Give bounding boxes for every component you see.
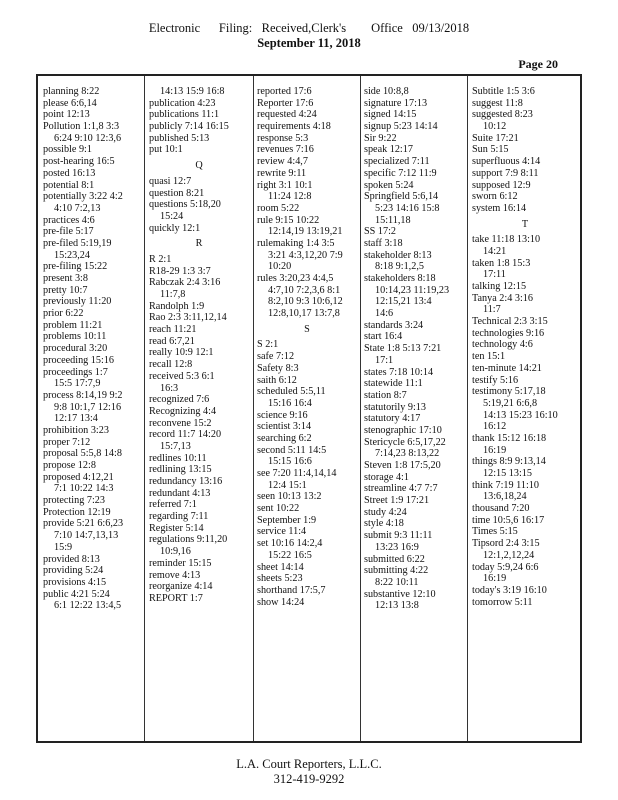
index-entry-continuation: 7:14,23 8:13,22 <box>375 448 440 460</box>
index-entry: Safety 8:3 <box>257 362 299 374</box>
index-entry: provisions 4:15 <box>43 576 107 588</box>
index-entry-continuation: 11:7 <box>483 304 501 316</box>
index-entry: provide 5:21 6:6,23 <box>43 518 124 530</box>
column-divider <box>360 76 361 741</box>
index-entry: signup 5:23 14:14 <box>364 121 438 133</box>
index-entry: standards 3:24 <box>364 319 424 331</box>
index-entry-continuation: 16:3 <box>160 382 179 394</box>
index-entry: Rao 2:3 3:11,12,14 <box>149 312 227 324</box>
index-entry: scientist 3:14 <box>257 421 312 433</box>
index-entry: signature 17:13 <box>364 97 428 109</box>
index-entry: Steven 1:8 17:5,20 <box>364 460 441 471</box>
index-entry: potentially 3:22 4:2 <box>43 191 123 203</box>
index-entry-continuation: 13:23 16:9 <box>375 541 419 553</box>
index-entry: specialized 7:11 <box>364 156 430 168</box>
index-entry: previously 11:20 <box>43 296 112 308</box>
index-entry: technology 4:6 <box>472 339 533 351</box>
index-entry: SS 17:2 <box>364 226 396 238</box>
index-entry: tomorrow 5:11 <box>472 596 533 608</box>
index-entry: spoken 5:24 <box>364 179 414 191</box>
index-entry: Protection 12:19 <box>43 506 111 518</box>
index-entry-continuation: 7:1 10:22 14:3 <box>54 483 114 495</box>
index-entry: posted 16:13 <box>43 167 96 179</box>
index-entry: scheduled 5:5,11 <box>257 386 326 398</box>
index-column-3 <box>257 86 357 608</box>
index-entry: support 7:9 8:11 <box>472 167 539 179</box>
electronic-filing-stamp: Electronic Filing: Received,Clerk's Office 09/13/2018 <box>148 21 470 35</box>
index-entry: take 11:18 13:10 <box>472 234 541 246</box>
index-entry: testify 5:16 <box>472 374 519 386</box>
index-entry: testimony 5:17,18 <box>472 386 546 398</box>
index-letter-heading: T <box>521 218 529 230</box>
transcript-date: September 11, 2018 <box>257 36 361 50</box>
index-entry: states 7:18 10:14 <box>364 366 434 378</box>
index-entry-continuation: 14:6 <box>375 308 394 320</box>
index-entry: time 10:5,6 16:17 <box>472 514 545 526</box>
index-entry: provided 8:13 <box>43 553 100 565</box>
index-entry: thousand 7:20 <box>472 503 530 515</box>
index-entry-continuation: 12:8,10,17 13:7,8 <box>268 308 340 320</box>
index-entry: proceedings 1:7 <box>43 366 108 378</box>
index-entry: review 4:4,7 <box>257 156 308 168</box>
index-entry: proceeding 15:16 <box>43 354 115 366</box>
index-entry: specific 7:12 11:9 <box>364 167 437 179</box>
index-entry: stakeholders 8:18 <box>364 273 436 284</box>
reporter-name: L.A. Court Reporters, L.L.C. <box>236 757 382 771</box>
index-entry: practices 4:6 <box>43 214 95 226</box>
index-entry: Times 5:15 <box>472 526 518 538</box>
index-entry: protecting 7:23 <box>43 495 105 507</box>
index-entry: public 4:21 5:24 <box>43 588 110 600</box>
index-entry: thank 15:12 16:18 <box>472 432 547 444</box>
index-entry: process 8:14,19 9:2 <box>43 389 123 401</box>
index-entry: possible 9:1 <box>43 144 92 156</box>
index-entry: Street 1:9 17:21 <box>364 495 430 507</box>
index-entry: regarding 7:11 <box>149 511 209 523</box>
index-entry: rules 3:20,23 4:4,5 <box>257 273 334 284</box>
index-entry: stenographic 17:10 <box>364 424 442 436</box>
index-entry: proposed 4:12,21 <box>43 471 114 483</box>
index-column-5 <box>472 86 578 608</box>
index-entry: Technical 2:3 3:15 <box>472 316 548 328</box>
index-entry: really 10:9 12:1 <box>149 347 214 359</box>
index-entry: pre-file 5:17 <box>43 226 94 238</box>
index-entry: S 2:1 <box>257 339 279 351</box>
index-entry: procedural 3:20 <box>43 343 108 355</box>
index-entry: Register 5:14 <box>149 522 204 534</box>
index-entry: R18-29 1:3 3:7 <box>149 265 211 277</box>
index-entry: Suite 17:21 <box>472 132 519 144</box>
index-entry: State 1:8 5:13 7:21 <box>364 343 442 355</box>
index-entry: referred 7:1 <box>149 499 197 511</box>
index-entry: pre-filing 15:22 <box>43 261 108 273</box>
index-entry: rulemaking 1:4 3:5 <box>257 237 335 249</box>
index-entry: right 3:1 10:1 <box>257 179 313 191</box>
index-entry: requirements 4:18 <box>257 121 331 133</box>
index-entry: requested 4:24 <box>257 109 317 121</box>
index-entry-continuation: 11:7,8 <box>160 289 186 300</box>
index-entry: reconvene 15:2 <box>149 417 212 429</box>
index-entry: supposed 12:9 <box>472 179 531 191</box>
index-entry: submit 9:3 11:11 <box>364 530 433 542</box>
index-entry-continuation: 12:15,21 13:4 <box>375 296 432 308</box>
index-entry: Recognizing 4:4 <box>149 405 217 417</box>
index-entry-continuation: 12:13 13:8 <box>375 600 419 612</box>
index-entry-continuation: 4:7,10 7:2,3,6 8:1 <box>268 284 341 296</box>
index-entry-continuation: 17:11 <box>483 269 506 281</box>
index-entry: prior 6:22 <box>43 308 84 320</box>
index-entry: published 5:13 <box>149 132 210 144</box>
index-entry: service 11:4 <box>257 526 307 538</box>
index-entry: Tipsord 2:4 3:15 <box>472 538 540 550</box>
index-entry: record 11:7 14:20 <box>149 429 222 441</box>
index-entry: submitted 6:22 <box>364 553 425 565</box>
index-entry: read 6:7,21 <box>149 335 195 347</box>
index-entry: study 4:24 <box>364 506 407 518</box>
column-divider <box>144 76 145 741</box>
index-letter-heading: S <box>304 323 310 335</box>
index-entry: safe 7:12 <box>257 351 295 363</box>
index-entry-continuation: 15:15 16:6 <box>268 456 312 468</box>
index-letter-heading: R <box>195 238 203 250</box>
index-entry: publicly 7:14 16:15 <box>149 121 229 133</box>
index-entry-continuation: 11:24 12:8 <box>268 191 312 203</box>
index-entry: propose 12:8 <box>43 460 96 471</box>
index-entry: set 10:16 14:2,4 <box>257 538 323 550</box>
index-entry: searching 6:2 <box>257 432 312 444</box>
index-entry: science 9:16 <box>257 409 308 421</box>
index-entry: Randolph 1:9 <box>149 300 205 312</box>
index-entry: today's 3:19 16:10 <box>472 584 547 596</box>
index-entry: sworn 6:12 <box>472 191 518 203</box>
index-entry-continuation: 14:21 <box>483 245 507 257</box>
index-entry: statutory 4:17 <box>364 413 421 425</box>
index-entry: planning 8:22 <box>43 86 100 97</box>
index-entry: pre-filed 5:19,19 <box>43 237 112 249</box>
index-entry: show 14:24 <box>257 596 305 608</box>
index-entry: point 12:13 <box>43 109 90 121</box>
index-entry: sheets 5:23 <box>257 573 303 585</box>
index-entry: room 5:22 <box>257 202 300 214</box>
index-entry: rewrite 9:11 <box>257 167 307 179</box>
index-entry: received 5:3 6:1 <box>149 370 215 382</box>
index-entry: style 4:18 <box>364 518 404 530</box>
index-entry: stakeholder 8:13 <box>364 249 432 261</box>
index-entry: today 5:9,24 6:6 <box>472 561 539 573</box>
index-entry: suggest 11:8 <box>472 97 523 109</box>
index-entry: Springfield 5:6,14 <box>364 191 439 203</box>
index-entry: reorganize 4:14 <box>149 581 213 593</box>
index-entry: Reporter 17:6 <box>257 97 314 109</box>
index-entry: post-hearing 16:5 <box>43 156 115 168</box>
index-entry: Subtitle 1:5 3:6 <box>472 86 535 97</box>
index-entry: rule 9:15 10:22 <box>257 214 320 226</box>
index-entry: quickly 12:1 <box>149 222 201 234</box>
index-entry: statewide 11:1 <box>364 378 423 390</box>
index-entry: proposal 5:5,8 14:8 <box>43 448 122 460</box>
index-entry-continuation: 12:4 15:1 <box>268 479 307 491</box>
index-entry-continuation: 8:2,10 9:3 10:6,12 <box>268 296 343 308</box>
index-letter-heading: Q <box>195 160 203 172</box>
column-divider <box>253 76 254 741</box>
index-entry-continuation: 6:1 12:22 13:4,5 <box>54 600 122 612</box>
index-entry: redlining 13:15 <box>149 464 212 476</box>
index-entry-continuation: 12:1,2,12,24 <box>483 549 535 561</box>
index-entry-continuation: 5:19,21 6:6,8 <box>483 397 538 409</box>
index-entry: Sir 9:22 <box>364 132 397 144</box>
index-entry: proper 7:12 <box>43 436 91 448</box>
index-entry: superfluous 4:14 <box>472 156 541 168</box>
index-entry-continuation: 10:20 <box>268 261 292 273</box>
index-entry: talking 12:15 <box>472 281 527 292</box>
index-entry: see 7:20 11:4,14,14 <box>257 468 337 479</box>
index-entry: sent 10:22 <box>257 503 300 515</box>
index-entry: recall 12:8 <box>149 359 193 371</box>
index-entry-continuation: 8:22 10:11 <box>375 576 419 588</box>
index-entry: question 8:21 <box>149 187 205 199</box>
index-entry-continuation: 15:9 <box>54 541 73 553</box>
index-entry: recognized 7:6 <box>149 394 210 406</box>
index-entry: taken 1:8 15:3 <box>472 257 531 269</box>
index-entry: system 16:14 <box>472 202 527 214</box>
index-entry-continuation: 7:10 14:7,13,13 <box>54 530 119 542</box>
index-entry: R 2:1 <box>149 253 172 265</box>
index-entry-continuation: 4:10 7:2,13 <box>54 202 101 214</box>
index-entry-continuation: 3:21 4:3,12,20 7:9 <box>268 249 343 261</box>
index-entry-continuation: 12:14,19 13:19,21 <box>268 226 343 238</box>
index-entry: side 10:8,8 <box>364 86 409 97</box>
index-column-2 <box>149 86 249 605</box>
index-entry-continuation: 12:15 13:15 <box>483 468 532 479</box>
index-entry-continuation: 15:22 16:5 <box>268 549 312 561</box>
index-entry-continuation: 10:14,23 11:19,23 <box>375 284 450 296</box>
index-entry: response 5:3 <box>257 132 309 144</box>
index-entry: revenues 7:16 <box>257 144 314 156</box>
index-entry: potential 8:1 <box>43 179 95 191</box>
index-entry: things 8:9 9:13,14 <box>472 456 546 468</box>
index-entry: regulations 9:11,20 <box>149 534 228 546</box>
index-entry-continuation: 8:18 9:1,2,5 <box>375 261 424 273</box>
index-entry-continuation: 15:7,13 <box>160 440 191 452</box>
page-number: Page 20 <box>518 57 558 71</box>
index-entry-continuation: 15:16 16:4 <box>268 397 312 409</box>
index-entry-continuation: 15:5 17:7,9 <box>54 378 101 390</box>
index-entry: September 1:9 <box>257 514 317 526</box>
index-entry: remove 4:13 <box>149 569 201 581</box>
index-entry: problem 11:21 <box>43 319 103 331</box>
index-entry: publications 11:1 <box>149 109 220 121</box>
index-entry: technologies 9:16 <box>472 327 545 339</box>
index-entry: redlines 10:11 <box>149 452 207 464</box>
index-entry-continuation: 6:24 9:10 12:3,6 <box>54 132 122 144</box>
index-entry: problems 10:11 <box>43 331 107 343</box>
index-entry: please 6:6,14 <box>43 97 97 109</box>
index-entry-continuation: 10:9,16 <box>160 546 191 558</box>
index-entry: statutorily 9:13 <box>364 401 426 413</box>
index-entry: speak 12:17 <box>364 144 413 156</box>
index-entry: pretty 10:7 <box>43 284 88 296</box>
index-entry: Pollution 1:1,8 3:3 <box>43 121 120 133</box>
index-entry: Tanya 2:4 3:16 <box>472 292 533 304</box>
index-entry-continuation: 15:23,24 <box>54 249 90 261</box>
index-entry-continuation: 16:19 <box>483 444 507 456</box>
index-column-1 <box>43 86 143 612</box>
reporter-phone: 312-419-9292 <box>273 772 345 786</box>
index-entry: ten-minute 14:21 <box>472 362 542 374</box>
index-entry: suggested 8:23 <box>472 109 533 121</box>
index-entry-continuation: 15:11,18 <box>375 214 411 226</box>
index-entry-continuation: 13:6,18,24 <box>483 491 527 503</box>
index-entry: Sun 5:15 <box>472 144 509 156</box>
index-entry: publication 4:23 <box>149 97 216 109</box>
index-entry: reach 11:21 <box>149 324 197 336</box>
index-entry-continuation: 14:13 15:9 16:8 <box>160 86 225 97</box>
index-entry: redundant 4:13 <box>149 487 211 499</box>
index-entry: Stericycle 6:5,17,22 <box>364 436 446 448</box>
column-divider <box>467 76 468 741</box>
index-entry: storage 4:1 <box>364 471 409 483</box>
index-entry: start 16:4 <box>364 331 403 343</box>
word-index-box <box>36 74 582 743</box>
index-entry: put 10:1 <box>149 144 183 156</box>
index-entry: prohibition 3:23 <box>43 424 109 436</box>
index-entry: present 3:8 <box>43 273 88 284</box>
index-entry: think 7:19 11:10 <box>472 479 539 491</box>
index-entry: substantive 12:10 <box>364 588 436 600</box>
index-entry: saith 6:12 <box>257 374 297 386</box>
index-entry-continuation: 16:12 <box>483 421 507 433</box>
index-entry-continuation: 12:17 13:4 <box>54 413 98 425</box>
index-entry-continuation: 14:13 15:23 16:10 <box>483 409 558 421</box>
index-entry: quasi 12:7 <box>149 175 192 187</box>
index-entry-continuation: 17:1 <box>375 354 394 366</box>
index-entry: questions 5:18,20 <box>149 199 221 211</box>
index-entry-continuation: 16:19 <box>483 573 507 585</box>
index-entry: ten 15:1 <box>472 351 506 363</box>
index-entry-continuation: 15:24 <box>160 210 184 222</box>
index-entry: reported 17:6 <box>257 86 312 97</box>
index-entry: seen 10:13 13:2 <box>257 491 322 503</box>
index-entry-continuation: 9:8 10:1,7 12:16 <box>54 401 122 413</box>
index-entry: shorthand 17:5,7 <box>257 584 326 596</box>
index-entry: sheet 14:14 <box>257 561 304 573</box>
index-column-4 <box>364 86 464 612</box>
index-entry: Rabczak 2:4 3:16 <box>149 277 221 289</box>
index-entry: streamline 4:7 7:7 <box>364 483 438 495</box>
index-entry-continuation: 10:12 <box>483 121 507 133</box>
index-entry: submitting 4:22 <box>364 565 429 577</box>
index-entry: second 5:11 14:5 <box>257 444 327 456</box>
index-entry-continuation: 5:23 14:16 15:8 <box>375 202 440 214</box>
index-entry: reminder 15:15 <box>149 557 212 569</box>
index-entry: staff 3:18 <box>364 237 403 249</box>
index-entry: redundancy 13:16 <box>149 476 223 487</box>
index-entry: REPORT 1:7 <box>149 592 203 604</box>
index-entry: station 8:7 <box>364 389 407 401</box>
index-entry: providing 5:24 <box>43 565 104 577</box>
index-entry: signed 14:15 <box>364 109 417 121</box>
